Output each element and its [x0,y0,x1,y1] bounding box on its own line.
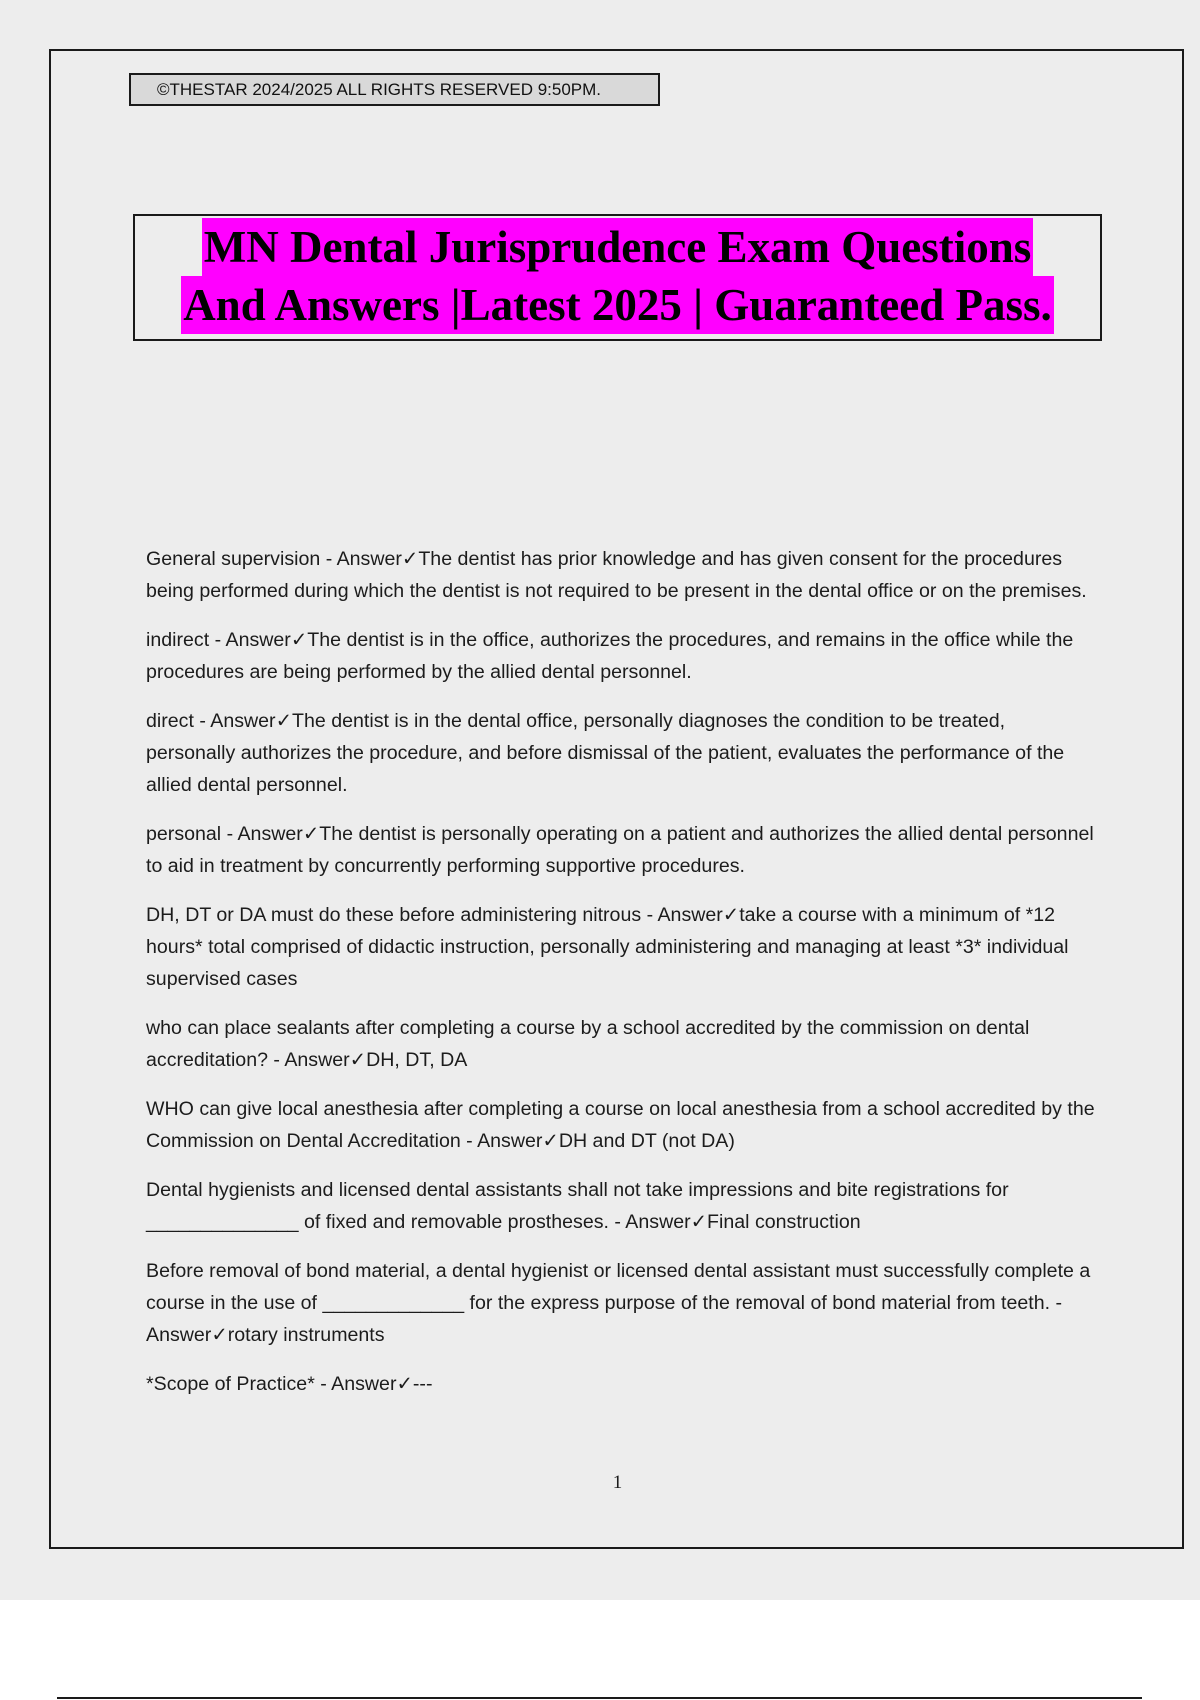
title-line-1: MN Dental Jurisprudence Exam Questions [202,218,1034,276]
qa-item: *Scope of Practice* - Answer✓--- [146,1373,433,1395]
qa-list [146,543,1096,1417]
qa-item: WHO can give local anesthesia after completing a course on local anesthesia from a school accredited by the Commission on Dental Accreditation - Answer✓DH and DT (not DA) [146,1098,1095,1152]
title-line-2: And Answers |Latest 2025 | Guaranteed Pass. [181,276,1054,334]
qa-item: General supervision - Answer✓The dentist has prior knowledge and has given consent for the procedures being performed during which the dentist is not required to be present in the dental office or on the premises. [146,548,1087,602]
next-page-rule [57,1697,1142,1699]
qa-item: indirect - Answer✓The dentist is in the office, authorizes the procedures, and remains in the office while the procedures are being performed by the allied dental personnel. [146,629,1074,683]
qa-item: Dental hygienists and licensed dental assistants shall not take impressions and bite registrations for ______________ of fixed and removable prostheses. - Answer✓Final construction [146,1179,1009,1233]
qa-item: direct - Answer✓The dentist is in the dental office, personally diagnoses the condition to be treated, personally authorizes the procedure, and before dismissal of the patient, evaluates the performance of the allied dental personnel. [146,710,1065,796]
qa-item: DH, DT or DA must do these before administering nitrous - Answer✓take a course with a minimum of *12 hours* total comprised of didactic instruction, personally administering and managing at least *3* individual supervised cases [146,904,1069,990]
page-number: 1 [612,1472,623,1493]
qa-item: personal - Answer✓The dentist is personally operating on a patient and authorizes the allied dental personnel to aid in treatment by concurrently performing supportive procedures. [146,823,1094,877]
qa-item: Before removal of bond material, a dental hygienist or licensed dental assistant must successfully complete a course in the use of _____________ for the express purpose of the removal of bond material from teeth. - Answer✓rotary instruments [146,1260,1091,1346]
copyright-notice: ©THESTAR 2024/2025 ALL RIGHTS RESERVED 9:50PM. [129,73,660,106]
document-title [133,214,1102,341]
qa-item: who can place sealants after completing a course by a school accredited by the commission on dental accreditation? - Answer✓DH, DT, DA [146,1017,1030,1071]
